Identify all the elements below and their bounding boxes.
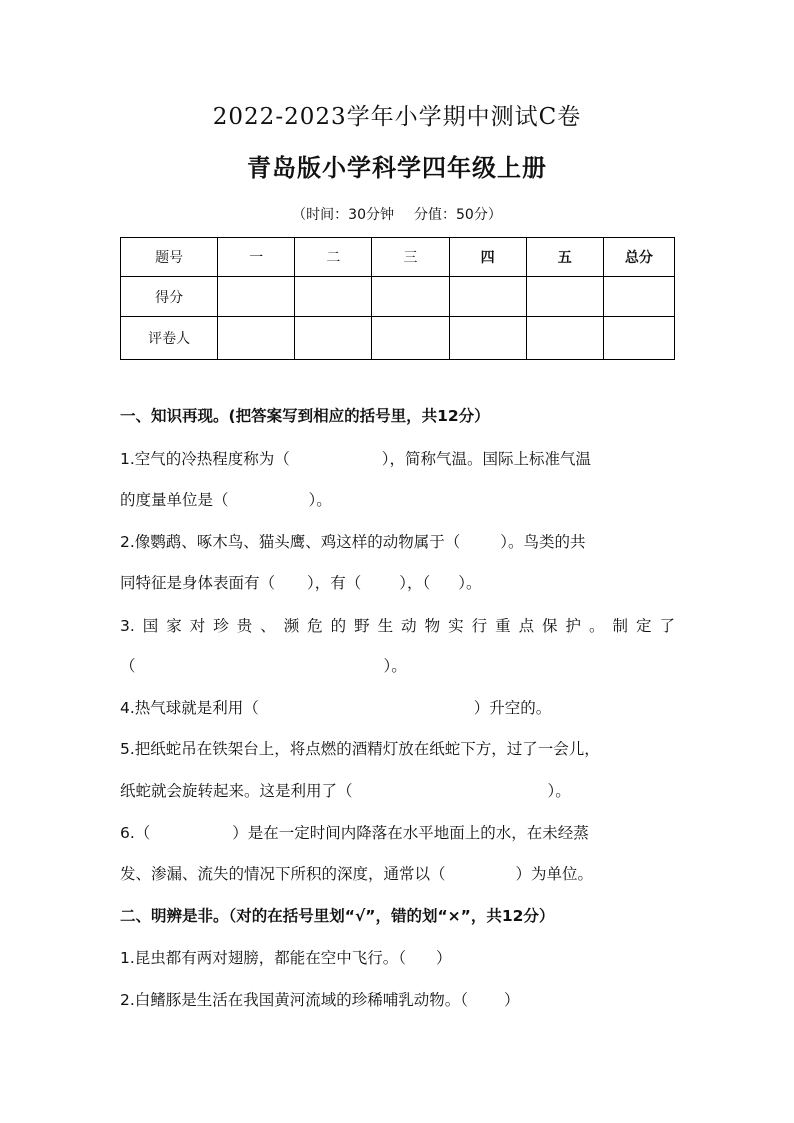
- question-5-line-2: 纸蛇就会旋转起来。这是利用了（ ）。: [120, 782, 571, 800]
- grader-cell[interactable]: [603, 317, 674, 360]
- score-table-header-row: [121, 238, 675, 277]
- score-table: [120, 237, 675, 360]
- header-cell-5: 五: [526, 238, 603, 277]
- grader-cell[interactable]: [295, 317, 372, 360]
- exam-subtitle: 青岛版小学科学四年级上册: [247, 154, 547, 182]
- question-2-line-2: 同特征是身体表面有（ ），有（ ），（ ）。: [120, 574, 482, 592]
- section2-heading: 二、明辨是非。（对的在括号里划“√”，错的划“×”，共12分）: [120, 907, 555, 925]
- grader-cell[interactable]: [218, 317, 295, 360]
- exam-title: 2022-2023学年小学期中测试C卷: [212, 104, 582, 130]
- header-cell-2: 二: [295, 238, 372, 277]
- question-3-line-1: 3.国家对珍贵、濒危的野生动物实行重点保护。制定了: [120, 617, 675, 635]
- score-cell[interactable]: [603, 277, 674, 317]
- row-label-grader: 评卷人: [121, 317, 218, 360]
- header-cell-question-no: 题号: [121, 238, 218, 277]
- header-cell-4: 四: [449, 238, 526, 277]
- exam-time-score: [0, 204, 794, 224]
- score-cell[interactable]: [449, 277, 526, 317]
- score-cell[interactable]: [372, 277, 449, 317]
- grader-cell[interactable]: [449, 317, 526, 360]
- question-3-line-2: （ ）。: [120, 657, 407, 675]
- question-6-line-2: 发、渗漏、流失的情况下所积的深度，通常以（ ）为单位。: [120, 865, 594, 883]
- question-5-line-1: 5.把纸蛇吊在铁架台上，将点燃的酒精灯放在纸蛇下方，过了一会儿，: [120, 740, 600, 758]
- question-1-line-1: 1.空气的冷热程度称为（ ），简称气温。国际上标准气温: [120, 450, 592, 468]
- question-4-line-1: 4.热气球就是利用（ ）升空的。: [120, 699, 552, 717]
- header-cell-total: 总分: [603, 238, 674, 277]
- header-cell-1: 一: [218, 238, 295, 277]
- question-6-line-1: 6.（ ）是在一定时间内降落在水平地面上的水，在未经蒸: [120, 824, 589, 842]
- row-label-score: 得分: [121, 277, 218, 317]
- judge-question-2: 2.白鳍豚是生活在我国黄河流域的珍稀哺乳动物。（ ）: [120, 991, 520, 1009]
- exam-total-score: 分值：50分）: [414, 207, 502, 223]
- exam-time: （时间：30分钟: [292, 207, 394, 223]
- grader-cell[interactable]: [372, 317, 449, 360]
- grader-cell[interactable]: [526, 317, 603, 360]
- question-2-line-1: 2.像鹦鹉、啄木鸟、猫头鹰、鸡这样的动物属于（ ）。鸟类的共: [120, 533, 586, 551]
- score-cell[interactable]: [218, 277, 295, 317]
- section1-heading: 一、知识再现。(把答案写到相应的括号里，共12分）: [120, 407, 490, 425]
- header-cell-3: 三: [372, 238, 449, 277]
- question-1-line-2: 的度量单位是（ ）。: [120, 491, 332, 509]
- score-cell[interactable]: [295, 277, 372, 317]
- score-table-row-score: [121, 277, 675, 317]
- score-cell[interactable]: [526, 277, 603, 317]
- judge-question-1: 1.昆虫都有两对翅膀，都能在空中飞行。（ ）: [120, 949, 452, 967]
- score-table-row-grader: [121, 317, 675, 360]
